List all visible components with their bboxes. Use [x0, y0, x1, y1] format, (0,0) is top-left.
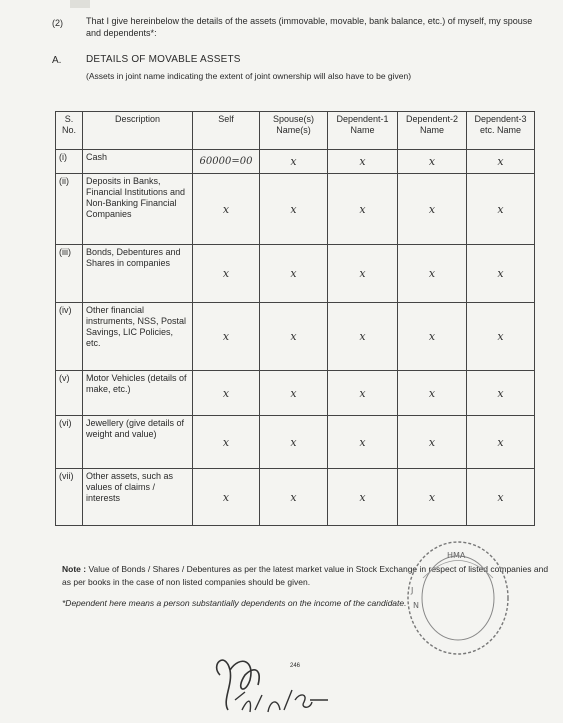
- dep1-value: x: [328, 416, 398, 469]
- row-sno: (iv): [56, 303, 83, 371]
- movable-assets-table: [55, 111, 535, 526]
- svg-text:HMA: HMA: [447, 551, 466, 560]
- row-sno: (i): [56, 150, 83, 174]
- handwritten-signature: [200, 640, 350, 720]
- svg-text:N: N: [413, 601, 419, 610]
- table-row: [56, 245, 535, 303]
- col-header-description: Description: [83, 112, 193, 150]
- dep2-value: x: [398, 469, 467, 526]
- spouse-value: x: [260, 303, 328, 371]
- row-sno: (iii): [56, 245, 83, 303]
- dep2-value: x: [398, 245, 467, 303]
- row-description: Bonds, Debentures and Shares in companies: [83, 245, 193, 303]
- table-row: [56, 150, 535, 174]
- dep3-value: x: [467, 245, 535, 303]
- row-description: Other financial instruments, NSS, Postal Savings, LIC Policies, etc.: [83, 303, 193, 371]
- col-header-dependent-3: Dependent-3 etc. Name: [467, 112, 535, 150]
- dep3-value: x: [467, 303, 535, 371]
- spouse-value: x: [260, 245, 328, 303]
- dep1-value: x: [328, 174, 398, 245]
- row-description: Other assets, such as values of claims / interests: [83, 469, 193, 526]
- svg-text:J: J: [411, 586, 414, 595]
- note-text: Value of Bonds / Shares / Debentures as per the latest market value in Stock Exchange in respect of listed companies and as per books in the case of non listed companies should be given.: [62, 564, 549, 587]
- row-description: Cash: [83, 150, 193, 174]
- dep2-value: x: [398, 303, 467, 371]
- spouse-value: x: [260, 150, 328, 174]
- spouse-value: x: [260, 469, 328, 526]
- spouse-value: x: [260, 371, 328, 416]
- table-row: [56, 174, 535, 245]
- spouse-value: x: [260, 416, 328, 469]
- table-row: [56, 303, 535, 371]
- self-value: x: [193, 416, 260, 469]
- self-value: 60000=00: [193, 150, 260, 174]
- spouse-value: x: [260, 174, 328, 245]
- col-header-spouse: Spouse(s) Name(s): [260, 112, 328, 150]
- dep2-value: x: [398, 416, 467, 469]
- col-header-dependent-1: Dependent-1 Name: [328, 112, 398, 150]
- row-description: Deposits in Banks, Financial Institutions and Non-Banking Financial Companies: [83, 174, 193, 245]
- self-value: x: [193, 174, 260, 245]
- row-description: Jewellery (give details of weight and value): [83, 416, 193, 469]
- col-header-self: Self: [193, 112, 260, 150]
- section-title: DETAILS OF MOVABLE ASSETS: [86, 54, 241, 65]
- self-value: x: [193, 245, 260, 303]
- self-value: x: [193, 303, 260, 371]
- footnote: *Dependent here means a person substantially dependents on the income of the candidate.: [62, 598, 407, 608]
- row-sno: (vii): [56, 469, 83, 526]
- table-row: [56, 416, 535, 469]
- section-subtitle: (Assets in joint name indicating the extent of joint ownership will also have to be given): [86, 71, 412, 81]
- row-sno: (v): [56, 371, 83, 416]
- scan-smudge: [70, 0, 90, 8]
- intro-text: That I give hereinbelow the details of the assets (immovable, movable, bank balance, etc.) of myself, my spouse and dependents*:: [86, 16, 533, 38]
- dep3-value: x: [467, 150, 535, 174]
- col-header-sno: S. No.: [56, 112, 83, 150]
- row-sno: (vi): [56, 416, 83, 469]
- dep1-value: x: [328, 469, 398, 526]
- dep1-value: x: [328, 150, 398, 174]
- official-seal-stamp: [403, 538, 513, 658]
- dep2-value: x: [398, 150, 467, 174]
- dep3-value: x: [467, 416, 535, 469]
- dep3-value: x: [467, 469, 535, 526]
- dep1-value: x: [328, 303, 398, 371]
- section-letter: A.: [52, 55, 62, 66]
- self-value: x: [193, 371, 260, 416]
- dep2-value: x: [398, 174, 467, 245]
- dep3-value: x: [467, 174, 535, 245]
- dep3-value: x: [467, 371, 535, 416]
- note-label: Note :: [62, 564, 87, 574]
- dep1-value: x: [328, 371, 398, 416]
- table-row: [56, 371, 535, 416]
- table-row: [56, 469, 535, 526]
- self-value: x: [193, 469, 260, 526]
- dep1-value: x: [328, 245, 398, 303]
- row-sno: (ii): [56, 174, 83, 245]
- dep2-value: x: [398, 371, 467, 416]
- page-number: 246: [290, 663, 301, 669]
- item-number: (2): [52, 18, 63, 28]
- col-header-dependent-2: Dependent-2 Name: [398, 112, 467, 150]
- row-description: Motor Vehicles (details of make, etc.): [83, 371, 193, 416]
